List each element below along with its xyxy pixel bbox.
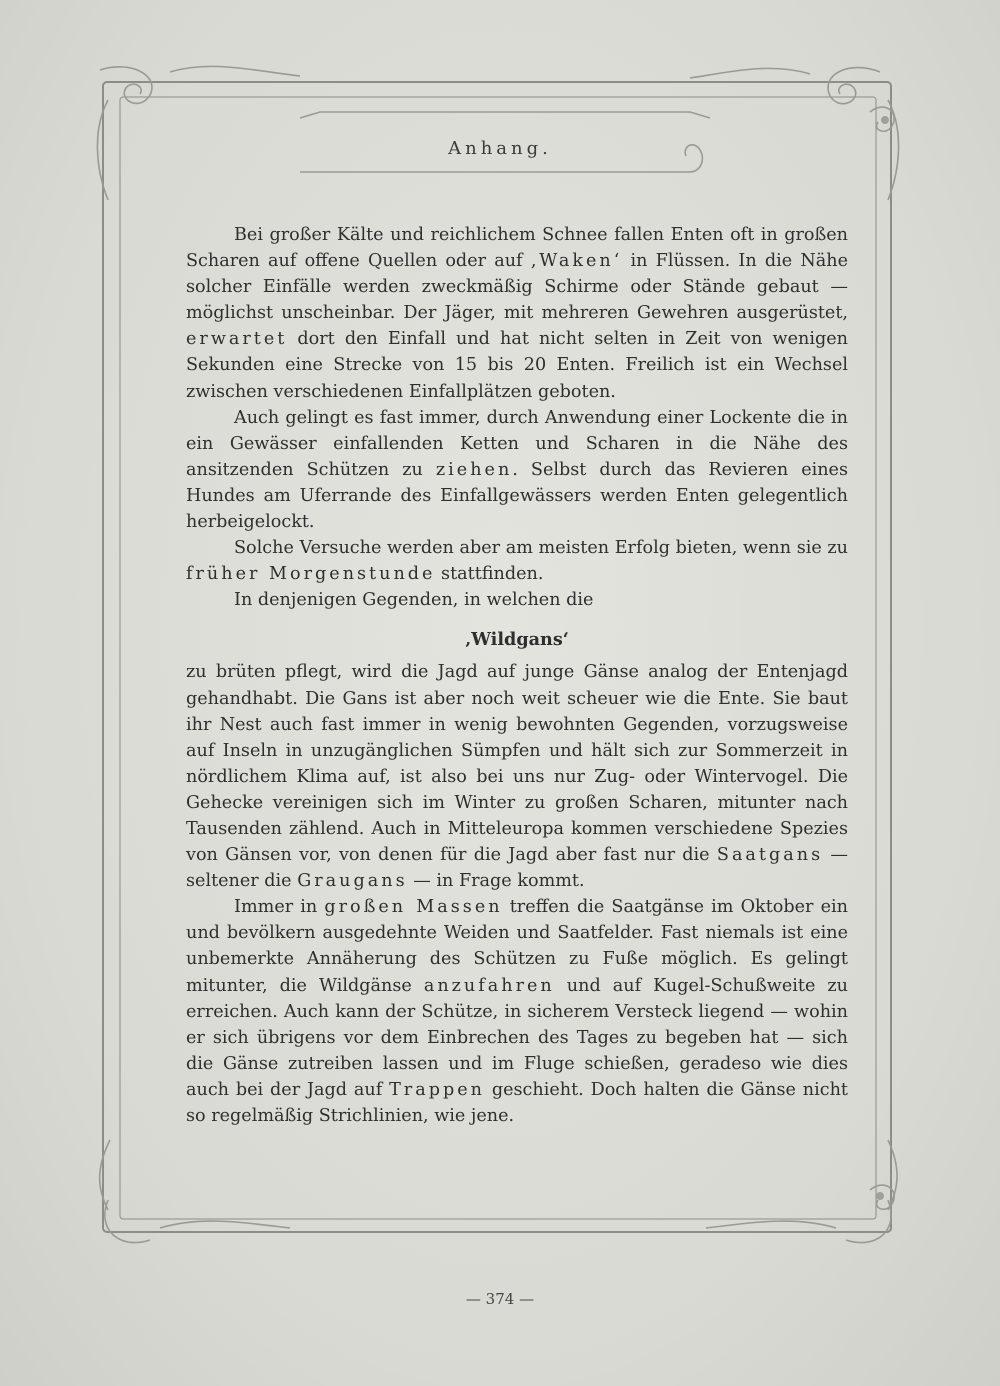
- bottom-left-scroll-ornament: [100, 1140, 290, 1243]
- bottom-right-scroll-ornament: [706, 1140, 897, 1243]
- emphasis-morgenstunde: früher Morgenstunde: [186, 564, 436, 585]
- paragraph-3: Solche Versuche werden aber am meisten Erfolg bieten, wenn sie zu früher Morgenstunde stattfinden.: [186, 538, 848, 585]
- emphasis-anzufahren: anzufahren: [423, 975, 555, 996]
- emphasis-waken: ‚Waken‘: [530, 251, 623, 272]
- section-heading-wildgans: ‚Wildgans‘: [465, 629, 569, 651]
- emphasis-graugans: Graugans: [297, 871, 408, 892]
- paragraph-2: Auch gelingt es fast immer, durch Anwendung einer Lockente die in ein Gewässer einfallenden Ketten und Scharen in die Nähe des ansitzenden Schützen zu ziehen. Selbst durch das Revieren eines Hundes am Uferrande des Einfallgewässers werden Enten gelegentlich herbeigelockt.: [186, 407, 848, 533]
- page-number: — 374 —: [465, 1290, 535, 1308]
- emphasis-ziehen: ziehen: [435, 459, 513, 480]
- top-left-scroll-ornament: [97, 66, 300, 200]
- corner-rosette-icon: [876, 1192, 884, 1200]
- corner-rosette-icon: [881, 116, 889, 124]
- body-text: [186, 222, 848, 1129]
- paragraph-4: In denjenigen Gegenden, in welchen die: [234, 590, 594, 611]
- emphasis-saatgans: Saatgans: [716, 845, 824, 866]
- top-right-scroll-ornament: [690, 68, 899, 200]
- emphasis-erwartet: erwartet: [186, 329, 288, 350]
- paragraph-6: Immer in großen Massen treffen die Saatgänse im Oktober ein und bevölkern ausgedehnte Weiden und Saatfelder. Fast niemals ist eine unbemerkte Annäherung des Schützen zu Fuße möglich. Es gelingt mitunter, die Wildgänse anzufahren und auf Kugel-Schußweite zu erreichen. Auch kann der Schütze, in sicherem Versteck liegend — wohin er sich übrigens vor dem Einbrechen des Tages zu begeben hat — sich die Gänse zutreiben lassen und im Fluge schießen, geradeso wie dies auch bei der Jagd auf Trappen geschieht. Doch halten die Gänse nicht so regelmäßig Strichlinien, wie jene.: [186, 897, 848, 1126]
- page-header: Anhang.: [448, 138, 552, 159]
- emphasis-grossen-massen: großen Massen: [324, 897, 503, 918]
- paragraph-5: zu brüten pflegt, wird die Jagd auf junge Gänse analog der Entenjagd gehandhabt. Die Gans ist aber noch weit scheuer wie die Ente. Sie baut ihr Nest auch fast immer in wenig bewohnten Gegenden, vorzugsweise auf Inseln in unzugänglichen Sümpfen und hält sich zur Sommerzeit in nördlichem Klima auf, ist also bei uns nur Zug- oder Wintervogel. Die Gehecke vereinigen sich im Winter zu großen Scharen, mitunter nach Tausenden zählend. Auch in Mitteleuropa kommen verschiedene Spezies von Gänsen vor, von denen für die Jagd aber fast nur die Saatgans — seltener die Graugans — in Frage kommt.: [186, 662, 848, 892]
- paragraph-1: Bei großer Kälte und reichlichem Schnee fallen Enten oft in großen Scharen auf offene Quellen oder auf ‚Waken‘ in Flüssen. In die Nähe solcher Einfälle werden zweckmäßig Schirme oder Stände gebaut — möglichst unscheinbar. Der Jäger, mit mehreren Gewehren ausgerüstet, erwartet dort den Einfall und hat nicht selten in Zeit von wenigen Sekunden eine Strecke von 15 bis 20 Enten. Freilich ist ein Wechsel zwischen verschiedenen Einfallplätzen geboten.: [186, 225, 848, 402]
- emphasis-trappen: Trappen: [389, 1079, 485, 1100]
